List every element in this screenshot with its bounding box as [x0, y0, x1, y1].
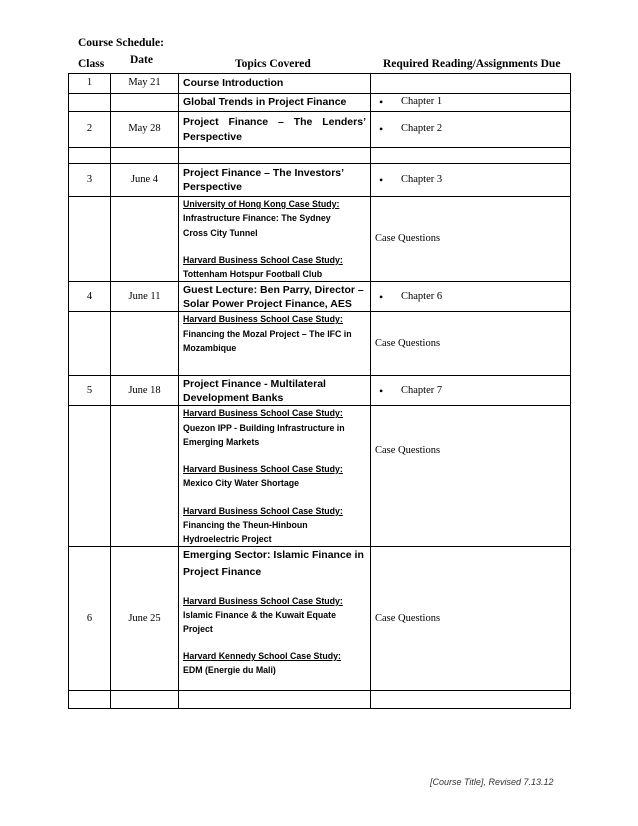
- case-study-heading: University of Hong Kong Case Study:: [183, 199, 340, 209]
- reading-text: Chapter 2: [401, 123, 443, 135]
- class-number: 3: [69, 164, 111, 197]
- class-number: [69, 406, 111, 547]
- case-study-line: Project: [183, 623, 213, 634]
- bullet-icon: •: [379, 122, 384, 137]
- case-study-line: Mozambique: [183, 342, 237, 353]
- bullet-icon: •: [379, 172, 384, 187]
- case-study-line: Tottenham Hotspur Football Club: [183, 269, 323, 279]
- reading-text: Chapter 3: [401, 173, 443, 185]
- class-number: [69, 691, 111, 709]
- topic-line: Solar Power Project Finance, AES: [183, 297, 352, 310]
- reading-cell: Case Questions: [371, 547, 571, 691]
- table-row: [69, 112, 571, 148]
- class-date: May 28: [111, 112, 179, 148]
- class-number: 5: [69, 376, 111, 406]
- case-study-heading: Harvard Business School Case Study:: [183, 314, 343, 325]
- column-header-date: Date: [130, 54, 153, 66]
- topic-line: Project Finance – The Lenders’: [183, 116, 366, 129]
- reading-cell: [371, 691, 571, 709]
- topic-cell: [179, 691, 371, 709]
- class-date: [111, 94, 179, 112]
- reading-cell: [371, 94, 571, 112]
- class-date: May 21: [111, 74, 179, 94]
- column-header-class: Class: [78, 58, 105, 70]
- topic-cell: [179, 406, 371, 547]
- topic-cell: [179, 74, 371, 94]
- column-header-topics: Topics Covered: [235, 58, 311, 70]
- class-date: [111, 197, 179, 282]
- table-row: [69, 94, 571, 112]
- class-number: 1: [69, 74, 111, 94]
- class-number: [69, 197, 111, 282]
- case-study-line: Islamic Finance & the Kuwait Equate: [183, 609, 337, 620]
- table-row: [69, 74, 571, 94]
- topic-cell: [179, 376, 371, 406]
- reading-cell: Case Questions: [371, 406, 571, 547]
- reading-cell: [371, 164, 571, 197]
- reading-cell: [371, 148, 571, 164]
- table-row: [69, 164, 571, 197]
- topic-line: Development Banks: [183, 391, 284, 404]
- topic-line: Guest Lecture: Ben Parry, Director –: [183, 283, 364, 296]
- class-number: 4: [69, 282, 111, 312]
- topic-line: Perspective: [183, 130, 242, 143]
- topic-cell: [179, 282, 371, 312]
- case-study-heading: Harvard Business School Case Study:: [183, 254, 343, 265]
- class-date: June 25: [111, 547, 179, 691]
- topic-cell: [179, 547, 371, 691]
- topic-line: Course Introduction: [183, 77, 284, 90]
- reading-cell: Case Questions: [371, 197, 571, 282]
- case-study-line: Hydroelectric Project: [183, 534, 272, 544]
- bullet-icon: •: [379, 383, 384, 398]
- reading-cell: [371, 112, 571, 148]
- reading-cell: [371, 74, 571, 94]
- topic-cell: [179, 112, 371, 148]
- table-row: [69, 547, 571, 691]
- case-study-heading: Harvard Business School Case Study:: [183, 595, 343, 606]
- reading-cell: [371, 282, 571, 312]
- reading-text: Chapter 6: [401, 290, 443, 302]
- topic-line: Emerging Sector: Islamic Finance in: [183, 549, 364, 562]
- case-study-heading: Harvard Business School Case Study:: [183, 505, 343, 516]
- column-header-reading: Required Reading/Assignments Due: [383, 58, 561, 70]
- case-study-line: Mexico City Water Shortage: [183, 478, 300, 489]
- topic-cell: [179, 94, 371, 112]
- case-study-line: Emerging Markets: [183, 436, 260, 447]
- class-date: June 18: [111, 376, 179, 406]
- topic-line: Global Trends in Project Finance: [183, 96, 347, 109]
- case-study-heading: Harvard Kennedy School Case Study:: [183, 651, 341, 662]
- reading-cell: [371, 376, 571, 406]
- table-row: [69, 406, 571, 547]
- table-row: [69, 376, 571, 406]
- topic-cell: [179, 148, 371, 164]
- bullet-icon: •: [379, 289, 384, 304]
- topic-cell: [179, 312, 371, 376]
- reading-text: Chapter 1: [401, 96, 443, 108]
- class-number: [69, 94, 111, 112]
- table-row: [69, 691, 571, 709]
- reading-text: Chapter 7: [401, 384, 443, 396]
- schedule-table: [68, 73, 571, 709]
- case-study-heading: Harvard Business School Case Study:: [183, 464, 343, 474]
- class-date: [111, 148, 179, 164]
- topic-line: Project Finance – The Investors’: [183, 166, 345, 179]
- class-date: [111, 691, 179, 709]
- table-row: [69, 282, 571, 312]
- table-row: [69, 148, 571, 164]
- class-number: [69, 148, 111, 164]
- class-date: June 11: [111, 282, 179, 312]
- topic-cell: [179, 164, 371, 197]
- table-row: [69, 197, 571, 282]
- case-study-line: Financing the Mozal Project – The IFC in: [183, 328, 352, 339]
- schedule-heading: Course Schedule:: [78, 37, 164, 49]
- topic-line: Perspective: [183, 181, 242, 193]
- case-study-line: Quezon IPP - Building Infrastructure in: [183, 422, 345, 433]
- class-number: [69, 312, 111, 376]
- case-study-line: Cross City Tunnel: [183, 227, 258, 238]
- case-study-line: Infrastructure Finance: The Sydney: [183, 213, 331, 224]
- class-date: [111, 312, 179, 376]
- case-study-line: EDM (Energie du Mali): [183, 665, 276, 676]
- class-date: June 4: [111, 164, 179, 197]
- footer-revision: [Course Title], Revised 7.13.12: [430, 777, 554, 787]
- topic-line: Project Finance - Multilateral: [183, 377, 326, 390]
- case-study-heading: Harvard Business School Case Study:: [183, 408, 343, 419]
- topic-line: Project Finance: [183, 566, 262, 579]
- class-date: [111, 406, 179, 547]
- bullet-icon: •: [379, 95, 384, 110]
- topic-cell: [179, 197, 371, 282]
- class-number: 6: [69, 547, 111, 691]
- class-number: 2: [69, 112, 111, 148]
- table-row: [69, 312, 571, 376]
- reading-cell: Case Questions: [371, 312, 571, 376]
- case-study-line: Financing the Theun-Hinboun: [183, 519, 308, 530]
